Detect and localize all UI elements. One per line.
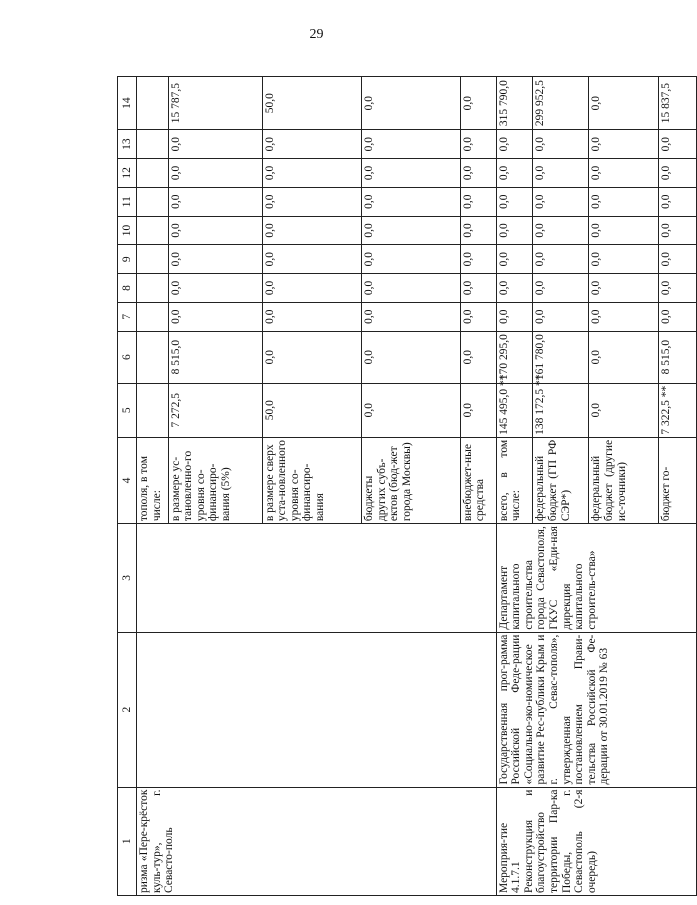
value-cell: 0,0	[658, 130, 696, 159]
value-cell: 0,0	[496, 216, 533, 245]
col-header-8: 8	[118, 274, 137, 303]
value-cell	[137, 274, 169, 303]
funding-source-cell: бюджет го-	[658, 437, 696, 523]
value-cell: 0,0	[262, 274, 362, 303]
value-cell: 0,0	[658, 159, 696, 188]
value-cell: 0,0	[262, 331, 362, 383]
funding-source-cell: в размере сверх уста-новленного уровня со-финансиро-вания	[262, 437, 362, 523]
value-cell: 0,0	[460, 302, 496, 331]
value-cell: 0,0	[362, 187, 461, 216]
rotated-table-container	[117, 76, 697, 896]
value-cell	[137, 130, 169, 159]
value-cell: 0,0	[496, 302, 533, 331]
value-cell: 0,0	[589, 274, 658, 303]
value-cell: 0,0	[589, 331, 658, 383]
value-cell: 0,0	[533, 159, 589, 188]
table-row	[496, 77, 533, 896]
funding-source-cell: в размере ус-тановленно-го уровня со-финансиро-вания (5%)	[168, 437, 262, 523]
table-row	[137, 77, 169, 896]
value-cell: 299 952,5	[533, 77, 589, 130]
value-cell: 0,0	[460, 274, 496, 303]
value-cell: 0,0	[589, 159, 658, 188]
value-cell: 0,0	[658, 216, 696, 245]
col-header-6: 6	[118, 331, 137, 383]
value-cell: 7 272,5	[168, 383, 262, 437]
value-cell: 145 495,0 **	[496, 383, 533, 437]
funding-source-cell: федеральный бюджет (ГП РФ СЭР*)	[533, 437, 589, 523]
col-header-3: 3	[118, 524, 137, 632]
col-header-9: 9	[118, 245, 137, 274]
value-cell: 0,0	[496, 159, 533, 188]
value-cell: 0,0	[658, 187, 696, 216]
value-cell: 0,0	[589, 130, 658, 159]
col-header-1: 1	[118, 787, 137, 895]
value-cell: 0,0	[262, 130, 362, 159]
executor-cell	[137, 524, 497, 632]
value-cell: 0,0	[362, 331, 461, 383]
value-cell: 138 172,5 **	[533, 383, 589, 437]
funding-source-cell: внебюджет-ные средства	[460, 437, 496, 523]
value-cell	[137, 159, 169, 188]
value-cell: 0,0	[589, 302, 658, 331]
value-cell: 0,0	[589, 245, 658, 274]
value-cell: 0,0	[362, 383, 461, 437]
value-cell: 0,0	[168, 274, 262, 303]
value-cell: 0,0	[589, 216, 658, 245]
value-cell: 15 837,5	[658, 77, 696, 130]
value-cell: 50,0	[262, 383, 362, 437]
value-cell: 0,0	[496, 130, 533, 159]
event-name-cell: Мероприя-тие 4.1.7.1 Реконструкция и благоустройство территории Пар-ка Победы, г. Севастополь (2-я очередь)	[496, 787, 696, 895]
value-cell: 0,0	[460, 245, 496, 274]
value-cell: 0,0	[362, 274, 461, 303]
value-cell: 0,0	[362, 302, 461, 331]
value-cell: 0,0	[262, 245, 362, 274]
value-cell: 0,0	[496, 274, 533, 303]
value-cell: 0,0	[460, 77, 496, 130]
value-cell: 0,0	[262, 187, 362, 216]
value-cell: 0,0	[168, 216, 262, 245]
value-cell: 0,0	[168, 245, 262, 274]
value-cell	[137, 187, 169, 216]
value-cell: 0,0	[589, 77, 658, 130]
value-cell: 15 787,5	[168, 77, 262, 130]
col-header-2: 2	[118, 632, 137, 787]
col-header-14: 14	[118, 77, 137, 130]
col-header-11: 11	[118, 187, 137, 216]
value-cell	[137, 77, 169, 130]
executor-cell: Департамент капитального строительства города Севастополя, ГКУС «Еди-ная дирекция капитального строитель-ства»	[496, 524, 696, 632]
value-cell: 0,0	[589, 383, 658, 437]
value-cell: 0,0	[658, 274, 696, 303]
header-row	[118, 77, 137, 896]
value-cell: 8 515,0	[168, 331, 262, 383]
value-cell	[137, 383, 169, 437]
value-cell	[137, 216, 169, 245]
value-cell: 0,0	[533, 245, 589, 274]
value-cell	[137, 245, 169, 274]
program-cell: Государственная прог-рамма Российской Феде-рации «Социально-эко-номическое развитие Рес-публики Крым и г. Севас-тополя», утвержденная постановлением Прави-тельства Российской Фе-дерации от 30.01.2019 № 63	[496, 632, 696, 787]
value-cell: 0,0	[262, 159, 362, 188]
value-cell: 0,0	[362, 216, 461, 245]
budget-table	[117, 76, 697, 896]
value-cell: 0,0	[168, 187, 262, 216]
value-cell: 0,0	[460, 159, 496, 188]
funding-source-cell: федеральный бюджет (другие ис-точники)	[589, 437, 658, 523]
value-cell: 0,0	[460, 130, 496, 159]
value-cell: 161 780,0	[533, 331, 589, 383]
value-cell: 170 295,0	[496, 331, 533, 383]
value-cell: 0,0	[533, 187, 589, 216]
program-cell	[137, 632, 497, 787]
value-cell: 0,0	[362, 130, 461, 159]
page-number: 29	[309, 27, 324, 42]
value-cell: 8 515,0	[658, 331, 696, 383]
value-cell: 0,0	[658, 245, 696, 274]
col-header-12: 12	[118, 159, 137, 188]
value-cell	[137, 302, 169, 331]
value-cell: 50,0	[262, 77, 362, 130]
value-cell: 7 322,5 **	[658, 383, 696, 437]
value-cell: 0,0	[533, 130, 589, 159]
value-cell: 0,0	[533, 216, 589, 245]
value-cell: 0,0	[658, 302, 696, 331]
value-cell: 0,0	[262, 302, 362, 331]
value-cell: 0,0	[362, 245, 461, 274]
value-cell: 315 790,0	[496, 77, 533, 130]
value-cell: 0,0	[460, 187, 496, 216]
col-header-4: 4	[118, 437, 137, 523]
value-cell: 0,0	[460, 383, 496, 437]
value-cell: 0,0	[533, 302, 589, 331]
funding-source-cell: всего, в том числе:	[496, 437, 533, 523]
value-cell: 0,0	[496, 245, 533, 274]
col-header-7: 7	[118, 302, 137, 331]
col-header-10: 10	[118, 216, 137, 245]
value-cell: 0,0	[589, 187, 658, 216]
value-cell: 0,0	[496, 187, 533, 216]
funding-source-cell: бюджеты других субъ-ектов (бюд-жет города Москвы)	[362, 437, 461, 523]
col-header-13: 13	[118, 130, 137, 159]
value-cell: 0,0	[168, 130, 262, 159]
value-cell: 0,0	[168, 159, 262, 188]
value-cell: 0,0	[362, 77, 461, 130]
value-cell: 0,0	[168, 302, 262, 331]
value-cell: 0,0	[262, 216, 362, 245]
funding-source-cell: тополя, в том числе:	[137, 437, 169, 523]
value-cell: 0,0	[533, 274, 589, 303]
value-cell: 0,0	[460, 331, 496, 383]
value-cell: 0,0	[362, 159, 461, 188]
col-header-5: 5	[118, 383, 137, 437]
event-name-cell: ризма «Пере-крёсток куль-тур», г. Севасто-поль	[137, 787, 497, 895]
value-cell	[137, 331, 169, 383]
value-cell: 0,0	[460, 216, 496, 245]
